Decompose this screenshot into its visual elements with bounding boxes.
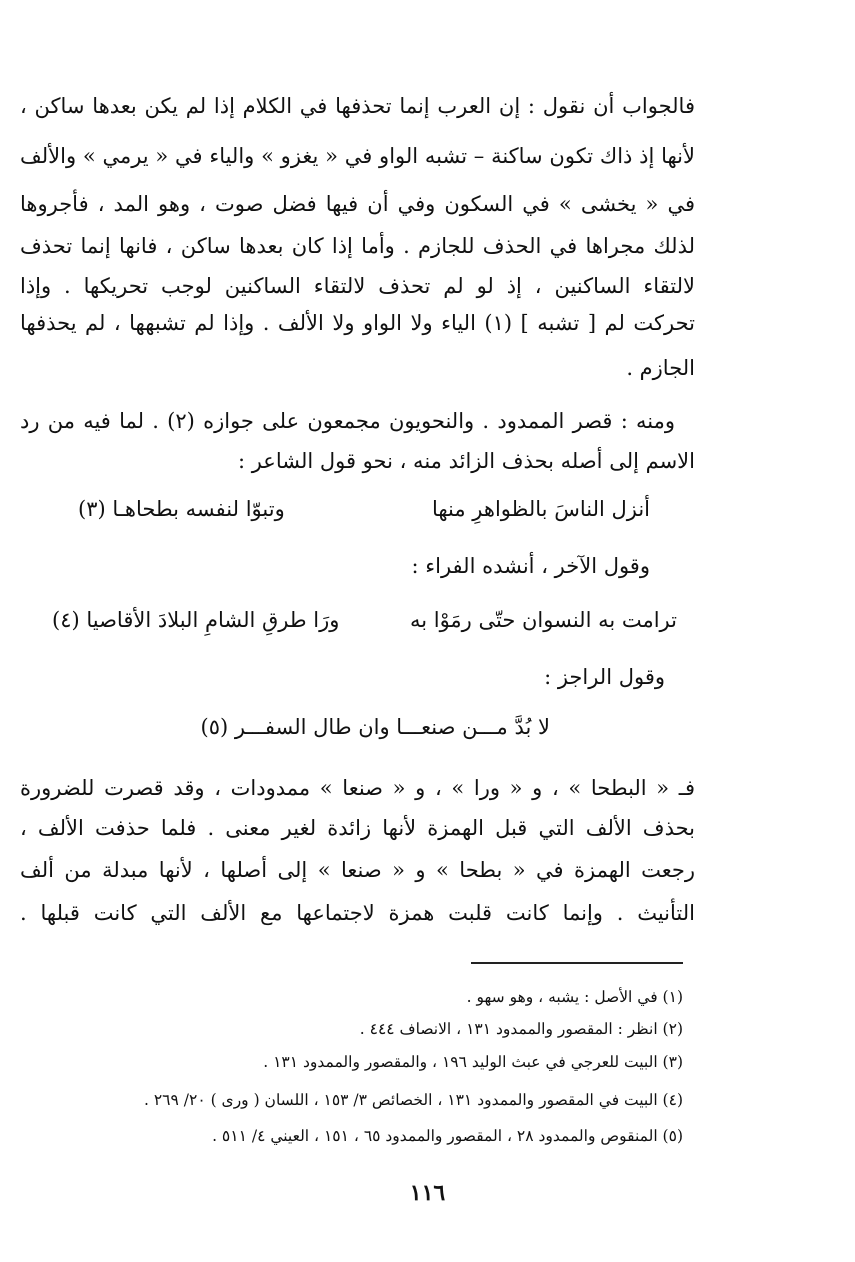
body-line: بحذف الألف التي قبل الهمزة لأنها زائدة لغير معنى . فلما حذفت الألف ، [20, 816, 695, 840]
body-line: التأنيث . وإنما كانت قلبت همزة لاجتماعها مع الألف التي كانت قبلها . [20, 901, 695, 925]
verse-intro: وقول الآخر ، أنشده الفراء : [411, 554, 650, 578]
footnote: (٤) البيت في المقصور والممدود ١٣١ ، الخصائص ٣/ ١٥٣ ، اللسان ( ورى ) ٢٠/ ٢٦٩ . [144, 1091, 683, 1109]
body-line: ومنه : قصر الممدود . والنحويون مجمعون على جوازه (٢) . لما فيه من رد [20, 409, 675, 433]
verse-hemistich: ورَا طرقِ الشامِ البلادَ الأقاصيا (٤) [52, 608, 340, 632]
verse-hemistich: وتبوّا لنفسه بطحاهـا (٣) [78, 497, 285, 521]
footnote: (٢) انظر : المقصور والممدود ١٣١ ، الانصاف ٤٤٤ . [359, 1020, 683, 1038]
verse-hemistich: ترامت به النسوان حتّى رمَوْا به [409, 608, 677, 632]
footnote: (٣) البيت للعرجي في عبث الوليد ١٩٦ ، والمقصور والممدود ١٣١ . [263, 1053, 683, 1071]
body-line: فالجواب أن نقول : إن العرب إنما تحذفها في الكلام إذا لم يكن بعدها ساكن ، [20, 94, 695, 118]
verse-intro: وقول الراجز : [544, 665, 665, 689]
verse-line: لا بُدَّ مـــن صنعـــا وان طال السفـــر (٥) [200, 715, 550, 739]
body-line: الجازم . [626, 356, 695, 380]
footnote: (١) في الأصل : يشبه ، وهو سهو . [466, 988, 683, 1006]
body-line: الاسم إلى أصله بحذف الزائد منه ، نحو قول الشاعر : [237, 449, 695, 473]
body-line: لذلك مجراها في الحذف للجازم . وأما إذا كان بعدها ساكن ، فانها إنما تحذف [20, 234, 695, 258]
page-number: ١١٦ [409, 1180, 446, 1206]
body-line: تحركت لم [ تشبه ] (١) الياء ولا الواو ولا الألف . وإذا لم تشبهها ، لم يحذفها [20, 311, 695, 335]
footnote-separator [471, 962, 683, 964]
footnote: (٥) المنقوص والممدود ٢٨ ، المقصور والممدود ٦٥ ، ١٥١ ، العيني ٤/ ٥١١ . [212, 1127, 683, 1145]
body-line: في « يخشى » في السكون وفي أن فيها فضل صوت ، وهو المد ، فأجروها [20, 192, 695, 216]
body-line: لأنها إذ ذاك تكون ساكنة – تشبه الواو في « يغزو » والياء في « يرمي » والألف [20, 144, 695, 168]
verse-hemistich: أنزل الناسَ بالظواهرِ منها [431, 497, 650, 521]
body-line: فـ « البطحا » ، و « ورا » ، و « صنعا » ممدودات ، وقد قصرت للضرورة [20, 776, 695, 800]
body-line: رجعت الهمزة في « بطحا » و « صنعا » إلى أصلها ، لأنها مبدلة من ألف [20, 858, 695, 882]
body-line: لالتقاء الساكنين ، إذ لو لم تحذف لالتقاء الساكنين لوجب تحريكها . وإذا [20, 274, 695, 298]
